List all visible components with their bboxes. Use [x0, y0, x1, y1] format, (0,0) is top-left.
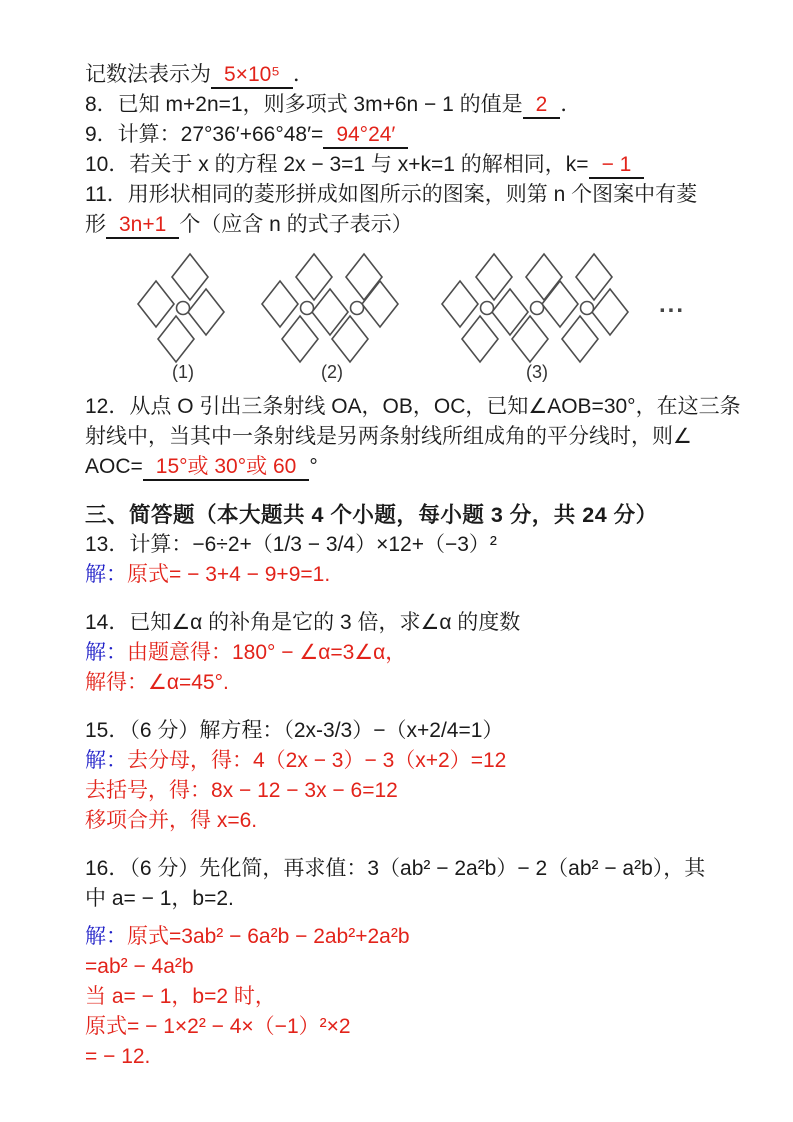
- q12-line-3: [85, 452, 723, 482]
- text-segment: 当 a= − 1，b=2 时，: [85, 985, 276, 1008]
- text-segment: 个（应含 n 的式子表示）: [179, 213, 413, 236]
- rhombus: [542, 281, 578, 327]
- answer-blank: 94°24′: [323, 122, 408, 149]
- text-segment: ．: [293, 63, 315, 86]
- q15-solution-3: [85, 806, 723, 836]
- text-segment: 8．已知 m+2n=1，则多项式 3m+6n − 1 的值是: [85, 93, 523, 116]
- rhombus: [262, 281, 298, 327]
- text-segment: 由题意得：180° − ∠α=3∠α，: [127, 641, 407, 664]
- q8-line: [85, 90, 723, 120]
- text-segment: 解：: [85, 925, 127, 948]
- pattern-label: (2): [321, 362, 343, 382]
- text-segment: 解：: [85, 749, 127, 772]
- rhombus: [442, 281, 478, 327]
- q16-line-2: [85, 884, 723, 914]
- text-segment: 14．已知∠α 的补角是它的 3 倍，求∠α 的度数: [85, 611, 521, 634]
- text-segment: 12．从点 O 引出三条射线 OA，OB，OC，已知∠AOB=30°，在这三条: [85, 395, 741, 418]
- text-segment: 9．计算：27°36′+66°48′=: [85, 123, 324, 146]
- q14-solution-2: [85, 668, 723, 698]
- q15-solution-1: [85, 746, 723, 776]
- rhombus: [362, 281, 398, 327]
- q16-solution-3: [85, 982, 723, 1012]
- section-heading: [85, 500, 723, 530]
- text-segment: 记数法表示为: [85, 63, 211, 86]
- q15-solution-2: [85, 776, 723, 806]
- text-segment: 三、简答题（本大题共 4 个小题，每小题 3 分，共 24 分）: [85, 503, 658, 527]
- text-segment: 解：: [85, 563, 127, 586]
- answer-blank: 15°或 30°或 60: [143, 454, 310, 481]
- answer-blank: 3n+1: [106, 212, 179, 239]
- text-segment: 去分母，得：4（2x − 3）− 3（x+2）=12: [127, 749, 507, 772]
- text-segment: 16．（6 分）先化简，再求值：3（ab² − 2a²b）− 2（ab² − a²b），其: [85, 857, 706, 880]
- q16-solution-4: [85, 1012, 723, 1042]
- q16-solution-5: [85, 1042, 723, 1072]
- rhombus: [512, 316, 548, 362]
- text-segment: 原式=3ab² − 6a²b − 2ab²+2a²b: [127, 925, 410, 948]
- answer-blank: 5×10⁵: [211, 62, 293, 89]
- pinwheel-center-circle: [351, 302, 364, 315]
- text-segment: = − 12.: [85, 1045, 151, 1068]
- rhombus: [462, 316, 498, 362]
- text-segment: 13．计算：−6÷2+（1/3 − 3/4）×12+（−3）²: [85, 533, 497, 556]
- text-segment: 15．（6 分）解方程：（2x-3/3）−（x+2/4=1）: [85, 719, 504, 742]
- q9-line: [85, 120, 723, 150]
- rhombus: [158, 316, 194, 362]
- text-segment: 11．用形状相同的菱形拼成如图所示的图案，则第 n 个图案中有菱: [85, 183, 698, 206]
- answer-blank: − 1: [589, 152, 645, 179]
- rhombus-figure-svg: [111, 246, 711, 384]
- text-segment: 形: [85, 213, 106, 236]
- text-segment: AOC=: [85, 455, 143, 478]
- pattern-label: (1): [172, 362, 194, 382]
- q10-line: [85, 150, 723, 180]
- q15-line: [85, 716, 723, 746]
- q16-line-1: [85, 854, 723, 884]
- text-segment: 10．若关于 x 的方程 2x − 3=1 与 x+k=1 的解相同，k=: [85, 153, 589, 176]
- text-segment: 去括号，得：8x − 12 − 3x − 6=12: [85, 779, 398, 802]
- text-segment: 原式= − 3+4 − 9+9=1.: [127, 563, 331, 586]
- text-segment: 原式= − 1×2² − 4×（−1）²×2: [85, 1015, 351, 1038]
- rhombus: [282, 316, 318, 362]
- pinwheel-center-circle: [301, 302, 314, 315]
- q16-solution-1: [85, 922, 723, 952]
- text-segment: 解：: [85, 641, 127, 664]
- pinwheel-center-circle: [481, 302, 494, 315]
- text-segment: =ab² − 4a²b: [85, 955, 194, 978]
- pinwheel-center-circle: [531, 302, 544, 315]
- rhombus: [562, 316, 598, 362]
- rhombus: [332, 316, 368, 362]
- q11-line-2: [85, 210, 723, 240]
- text-segment: °: [309, 455, 318, 478]
- pinwheel-center-circle: [177, 302, 190, 315]
- pinwheel-center-circle: [581, 302, 594, 315]
- text-segment: 射线中，当其中一条射线是另两条射线所组成角的平分线时，则∠: [85, 425, 692, 448]
- pattern-label: (3): [526, 362, 548, 382]
- q11-line-1: [85, 180, 723, 210]
- q16-solution-2: [85, 952, 723, 982]
- answer-blank: 2: [523, 92, 561, 119]
- q12-line-1: [85, 392, 741, 422]
- rhombus: [138, 281, 174, 327]
- text-segment: 移项合并，得 x=6.: [85, 809, 258, 832]
- q14-line: [85, 608, 723, 638]
- rhombus: [346, 254, 382, 300]
- ellipsis-dots: ...: [659, 291, 686, 318]
- rhombus-pattern-figure: [111, 246, 723, 384]
- q7-answer-line: [85, 60, 723, 90]
- text-segment: ．: [560, 93, 582, 116]
- text-segment: 中 a= − 1，b=2.: [85, 887, 234, 910]
- q14-solution-1: [85, 638, 723, 668]
- text-segment: 解得：∠α=45°.: [85, 671, 229, 694]
- q13-line: [85, 530, 723, 560]
- q13-solution: [85, 560, 723, 590]
- document-lines: [85, 60, 741, 1072]
- rhombus: [526, 254, 562, 300]
- q12-line-2: [85, 422, 723, 452]
